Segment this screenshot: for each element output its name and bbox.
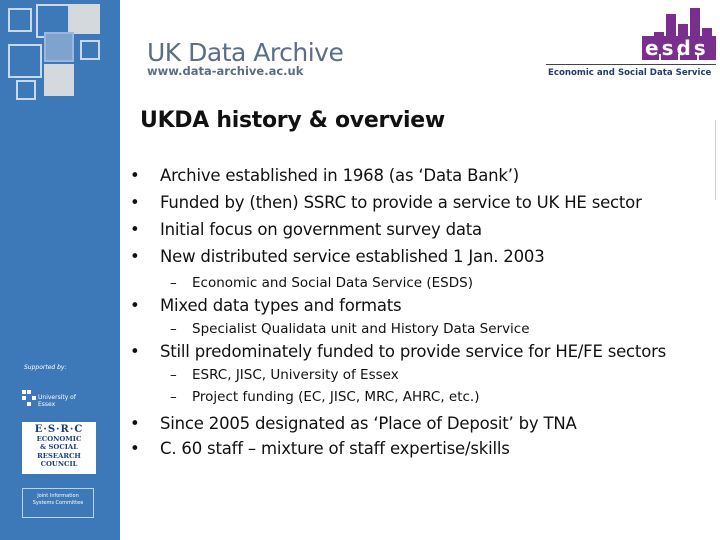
bullet-icon: • xyxy=(130,193,140,212)
esds-subtitle: Economic and Social Data Service xyxy=(548,68,712,78)
bullet-item xyxy=(130,439,710,466)
bullet-text: Mixed data types and formats xyxy=(160,296,402,315)
bullet-icon: • xyxy=(130,220,140,239)
essex-blocks-icon xyxy=(22,390,36,406)
bullet-text: Since 2005 designated as ‘Place of Deposit’ by TNA xyxy=(160,414,577,433)
esrc-line: ECONOMIC xyxy=(36,435,82,443)
bullet-icon: • xyxy=(130,342,140,361)
decor-square xyxy=(8,44,42,78)
sub-bullet-text: ESRC, JISC, University of Essex xyxy=(192,367,399,383)
supported-by-label: Supported by: xyxy=(24,364,67,371)
bullet-icon: • xyxy=(130,166,140,185)
bullet-item xyxy=(130,220,710,247)
dash-icon: – xyxy=(170,367,177,383)
sub-bullet-item xyxy=(130,388,710,414)
decor-square xyxy=(16,80,36,100)
sub-bullet-item xyxy=(130,274,710,296)
uk-data-archive-url: www.data-archive.ac.uk xyxy=(147,64,304,78)
bullet-item xyxy=(130,247,710,274)
slide-title: UKDA history & overview xyxy=(140,108,445,133)
esrc-line: COUNCIL xyxy=(40,460,78,469)
decor-square xyxy=(80,40,100,60)
sub-bullet-text: Specialist Qualidata unit and History Data Service xyxy=(192,321,530,337)
jisc-logo xyxy=(22,488,94,518)
esds-logo-text: esds xyxy=(645,36,709,60)
bullet-item xyxy=(130,342,710,366)
bullet-text: Initial focus on government survey data xyxy=(160,220,482,239)
bullet-text: Still predominately funded to provide service for HE/FE sectors xyxy=(160,342,667,361)
bullet-item xyxy=(130,414,710,439)
bullet-icon: • xyxy=(130,414,140,433)
bullet-text: C. 60 staff – mixture of staff expertise/skills xyxy=(160,439,510,458)
esrc-line: RESEARCH xyxy=(37,451,81,460)
sub-bullet-item xyxy=(130,320,710,342)
sub-bullet-text: Project funding (EC, JISC, MRC, AHRC, etc.) xyxy=(192,389,480,405)
esds-divider xyxy=(546,64,716,65)
decor-square xyxy=(8,8,32,32)
uk-data-archive-title: UK Data Archive xyxy=(147,38,344,67)
jisc-line: Joint Information xyxy=(37,493,79,499)
bullet-item xyxy=(130,296,710,320)
decor-square xyxy=(44,64,74,96)
dash-icon: – xyxy=(170,321,177,337)
jisc-line: Systems Committee xyxy=(32,500,84,506)
esrc-title: E·S·R·C xyxy=(34,424,84,435)
bullet-list xyxy=(130,166,710,466)
dash-icon: – xyxy=(170,275,177,291)
dash-icon: – xyxy=(170,389,177,405)
bullet-icon: • xyxy=(130,439,140,458)
bullet-icon: • xyxy=(130,296,140,315)
decor-square xyxy=(44,32,74,62)
bullet-text: New distributed service established 1 Jan. 2003 xyxy=(160,247,545,266)
esrc-logo xyxy=(22,422,96,474)
bullet-item xyxy=(130,193,710,220)
sub-bullet-text: Economic and Social Data Service (ESDS) xyxy=(192,275,473,291)
bullet-text: Funded by (then) SSRC to provide a service to UK HE sector xyxy=(160,193,642,212)
essex-label: University of Essex xyxy=(38,394,76,408)
left-sidebar xyxy=(0,0,120,540)
university-of-essex-logo xyxy=(22,388,94,408)
right-edge-decoration xyxy=(715,120,720,200)
sub-bullet-item xyxy=(130,366,710,388)
decor-square xyxy=(70,4,100,34)
esrc-line: & SOCIAL xyxy=(40,443,78,452)
bullet-icon: • xyxy=(130,247,140,266)
bullet-text: Archive established in 1968 (as ‘Data Bank’) xyxy=(160,166,520,185)
bullet-item xyxy=(130,166,710,193)
